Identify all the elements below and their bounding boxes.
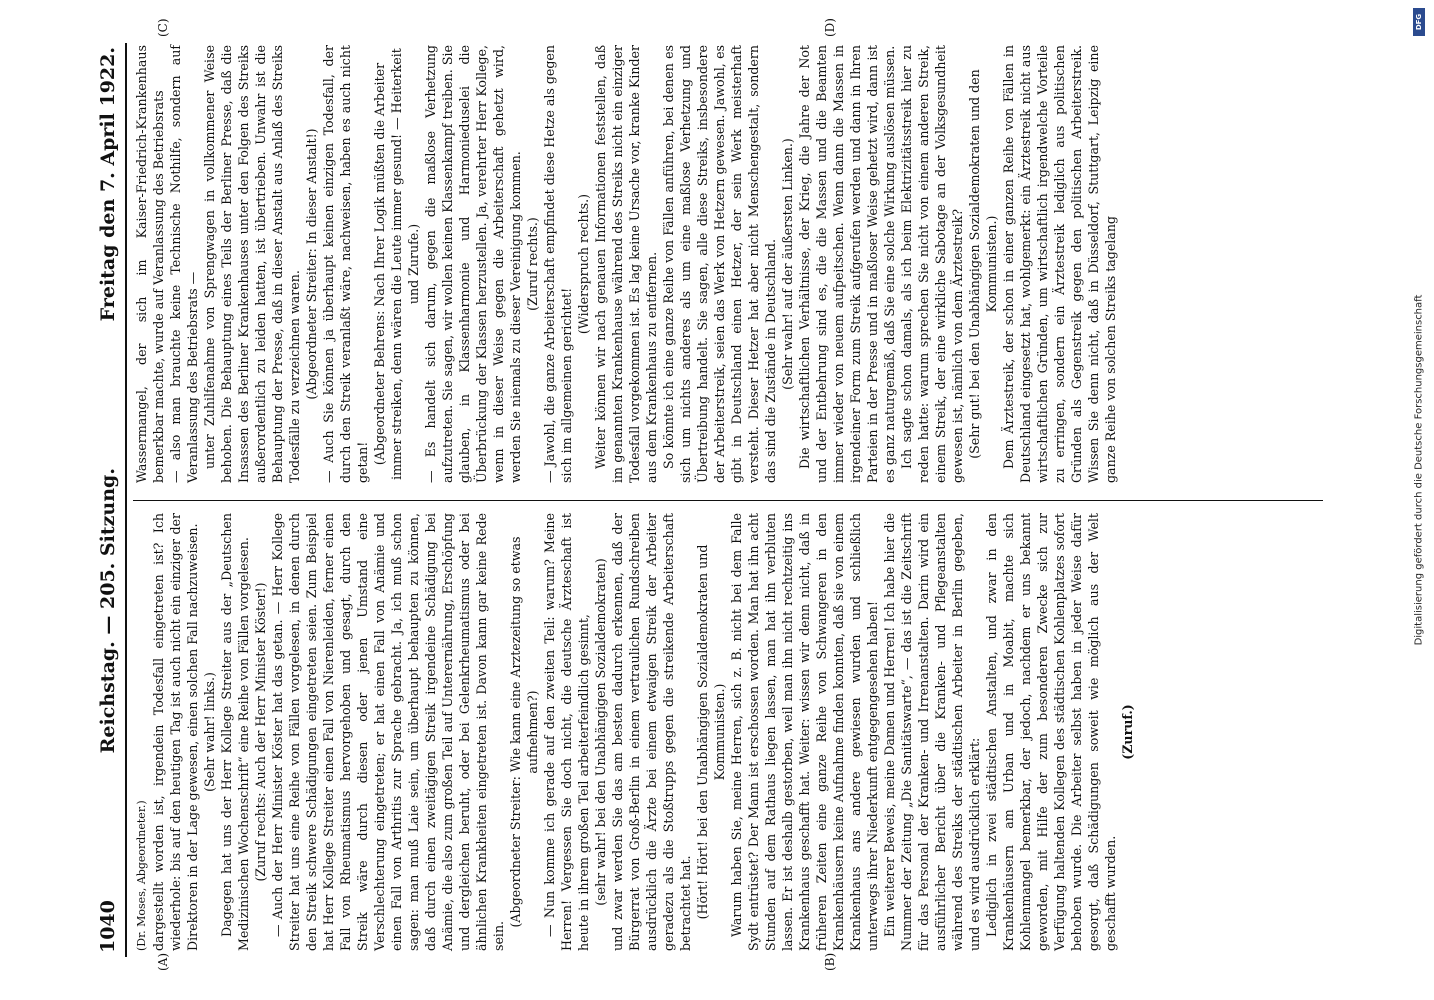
paragraph: Dem Ärztestreik, der schon in einer ganzen Reihe von Fällen in Deutschland eingesetzt hat, wohlgemerkt: ein Ärztestreik nicht aus wirtschaftlichen Gründen, um wirtschaftlich irgendwelche Vorteile zu erringen, sondern ein Ärztestreik lediglich aus politischen Gründen als Gegenstreik gegen den politischen Arbeiterstreik. Wissen Sie denn nicht, daß in Düsseldorf, Stuttgart, Leipzig eine ganze Reihe von solchen Streiks tagelang <box>1001 45 1118 483</box>
interjection: (Widerspruch rechts.) <box>576 193 591 335</box>
digitization-note <box>1404 0 1434 1000</box>
session-title: Reichstag. — 205. Sitzung. <box>96 468 119 754</box>
header-rule <box>125 43 127 957</box>
paragraph: und zwar werden Sie das am besten dadurch erkennen, daß der Bürgerrat von Groß-Berlin in einem vertraulichen Rundschreiben ausdrücklich die Ärzte bei einem etwaigen Streik der Arbeiter geradezu als die Stoßtrupps gegen die streikende Arbeiterschaft betrachtet hat. <box>610 513 693 951</box>
quoted-paragraph: unter Zuhilfenahme von Sprengwagen in vollkommener Weise behoben. Die Behauptung eines Teils der Berliner Presse, daß die Insassen des Berliner Krankenhauses unter den Folgen des Streiks außerordentlich zu leiden hatten, ist übertrieben. Unwahr ist die Behauptung der Presse, daß in dieser Anstalt aus Anlaß des Streiks Todesfälle zu verzeichnen waren. <box>202 45 302 483</box>
paragraph: So könnte ich eine ganze Reihe von Fällen anführen, bei denen es sich um nichts anderes als um eine maßlose Verhetzung und Übertreibung handelt. Sie sagen, alle diese Streiks, insbesondere der Arbeiterstreik, seien das Werk von Hetzern gewesen. Jawohl, es gibt in Deutschland einen Hetzer, der sein Werk meisterhaft versteht. Dieser Hetzer hat aber nicht Menschengestalt, sondern das sind die Zustände in Deutschland. <box>661 45 778 483</box>
interjection: (Sehr wahr! links.) <box>202 672 217 792</box>
quoted-paragraph: Lediglich in zwei städtischen Anstalten, und zwar in den Krankenhäusern am Urban und in Moabit, machte sich Kohlenmangel bemerkbar, der jedoch, nachdem er uns bekannt geworden, mit Hilfe der zum besonderen Zwecke sich zur Verfügung haltenden Kollegen des städtischen Kohlenplatzes sofort behoben wurde. Die Arbeiter selbst haben in jeder Weise dafür gesorgt, daß Schädigungen soweit wie möglich aus der Welt geschafft wurden. <box>984 513 1118 951</box>
margin-marker-c: (C) <box>156 18 170 37</box>
paragraph: — Auch Sie können ja überhaupt keinen einzigen Todesfall, der durch den Streik veranlaßt wäre, nachweisen, haben es auch nicht getan! <box>321 45 370 483</box>
quoted-paragraph: Wassermangel, der sich im Kaiser-Friedrich-Krankenhaus bemerkbar machte, wurde auf Veranlassung des Betriebsrats <box>134 45 166 483</box>
interjection: (Sehr gut! bei den Unabhängigen Sozialdemokraten und den Kommunisten.) <box>967 69 999 459</box>
paragraph: — Auch der Herr Minister Köster hat das getan. — Herr Kollege Streiter hat uns eine Reihe von Fällen vorgelesen, in denen durch den Streik schwere Schädigungen eingetreten seien. Zum Beispiel hat Herr Kollege Streiter einen Fall von Nierenleiden, ferner einen Fall von Rheumatismus hervorgehoben und gesagt, durch den Streik wäre durch diesen oder jenen Umstand eine Verschlechterung eingetreten; er hat einen Fall von Anämie und einen Fall von Arthritis zur Sprache gebracht. Ja, ich muß schon sagen: man muß Laie sein, um überhaupt behaupten zu können, daß durch einen zweitägigen Streik irgendeine Schädigung bei Anämie, die also zum großen Teil auf Unterernährung, Erschöpfung und dergleichen beruht, oder bei Gelenkrheumatismus oder bei ähnlichen Krankheiten eingetreten ist. Davon kann gar keine Rede sein. <box>270 513 506 951</box>
paragraph: — Es handelt sich darum, gegen die maßlose Verhetzung aufzutreten. Sie sagen, wir wollen keinen Klassenkampf treiben. Sie glauben, in Klassenharmonie und Harmonieduselei die Überbrückung der Klassen herzustellen. Ja, verehrter Herr Kollege, wenn in dieser Weise gegen die Arbeiterschaft gehetzt wird, werden Sie niemals zu dieser Vereinigung kommen. <box>423 45 523 483</box>
paragraph: Dagegen hat uns der Herr Kollege Streiter aus der „Deutschen Medizinischen Wochenschrift“ eine Reihe von Fällen vorgelesen. <box>219 513 251 951</box>
interjection: (Hört! Hört! bei den Unabhängigen Sozialdemokraten und Kommunisten.) <box>695 544 727 920</box>
column-divider <box>133 500 1323 501</box>
interjection: (Abgeordneter Behrens: Nach Ihrer Logik müßten die Arbeiter immer streiken, denn wären die Leute immer gesund! — Heiterkeit und Zurufe.) <box>372 48 421 480</box>
interjection: (Abgeordneter Streiter: Wie kann eine Arztezeitung so etwas aufnehmen?) <box>508 536 540 928</box>
document-page <box>87 18 1357 975</box>
interjection: (Zuruf rechts.) <box>525 217 540 311</box>
interjection: (sehr wahr! bei den Unabhängigen Sozialdemokraten) <box>593 558 608 906</box>
interjection: (Sehr wahr! auf der äußersten Linken.) <box>780 138 795 390</box>
dfg-logo-text: DFG <box>1415 13 1423 31</box>
speaker-line: (Dr. Moses, Abgeordneter.) <box>135 800 148 951</box>
paragraph: Ein weiterer Beweis, meine Damen und Herren! Ich habe hier die Nummer der Zeitung „Die Sanitätswarte“, — das ist die Zeitschrift für das Personal der Kranken- und Irrenanstalten. Darin wird ein ausführlicher Bericht über die Kranken- und Pflegeanstalten während des Streiks der städtischen Arbeiter in Berlin gegeben, und es wird ausdrücklich erklärt: <box>882 513 982 951</box>
left-column <box>133 513 1136 951</box>
margin-marker-d: (D) <box>823 18 837 37</box>
paragraph: — Jawohl, die ganze Arbeiterschaft empfindet diese Hetze als gegen sich im allgemeinen gerichtet! <box>542 45 574 483</box>
funding-note-text: Digitalisierung gefördert durch die Deutsche Forschungsgemeinschaft <box>1413 294 1425 646</box>
paragraph: Warum haben Sie, meine Herren, sich z. B. nicht bei dem Falle Sydt entrüstet? Der Mann ist erschossen worden. Man hat ihn acht Stunden auf dem Rathaus liegen lassen, man hat ihn verbluten lassen. Er ist deshalb gestorben, weil man ihn nicht rechtzeitig ins Krankenhaus geschafft hat. Weiter: wissen wir denn nicht, daß in früheren Zeiten eine ganze Reihe von Schwangeren in den Krankenhäusern keine Aufnahme finden konnten, daß sie von einem Krankenhaus ans andere gewiesen wurden und schließlich unterwegs ihrer Niederkunft entgegengesehen haben! <box>729 513 880 951</box>
interjection: (Zuruf rechts: Auch der Herr Minister Köster!) <box>253 582 268 882</box>
paragraph: Ich sagte schon damals, als ich beim Elektrizitätsstreik hier zu reden hatte: warum sprechen Sie nicht von einem anderen Streik, einem Streik, der eine wirkliche Sabotage an der Volksgesundheit gewesen ist, nämlich von dem Ärztestreik? <box>899 45 965 483</box>
page-number: 1040 <box>96 900 119 953</box>
paragraph: Weiter können wir nach genauen Informationen feststellen, daß im genannten Krankenhause während des Streiks nicht ein einziger Todesfall vorgekommen ist. Es lag keine Ursache vor, kranke Kinder aus dem Krankenhaus zu entfernen. <box>593 45 659 483</box>
interjection: (Zuruf.) <box>1120 704 1135 760</box>
right-column <box>133 45 1119 483</box>
page-header <box>95 47 121 953</box>
session-date: Freitag den 7. April 1922. <box>96 47 119 322</box>
margin-marker-b: (B) <box>823 952 837 971</box>
paragraph: — Nun komme ich gerade auf den zweiten Teil: warum? Meine Herren! Vergessen Sie doch nicht, die deutsche Ärzteschaft ist heute in ihrem großen Teil arbeiterfeindlich gesinnt, <box>542 513 591 951</box>
margin-marker-a: (A) <box>156 952 170 971</box>
dfg-logo <box>1413 8 1425 36</box>
interjection: (Abgeordneter Streiter: In dieser Anstalt!) <box>304 128 319 400</box>
paragraph: — also man brauchte keine Technische Nothilfe, sondern auf Veranlassung des Betriebsrats — <box>168 45 200 483</box>
paragraph: Die wirtschaftlichen Verhältnisse, der Krieg, die Jahre der Not und der Entbehrung sind es, die die Massen und die Beamten immer wieder von neuem aufpeitschen. Wenn dann die Massen in irgendeiner Form zum Streik aufgerufen werden und dann in Ihren Parteien in der Presse und in maßloser Weise gehetzt wird, dann ist es ganz naturgemäß, daß Sie eine solche Wirkung auslösen müssen. <box>797 45 897 483</box>
paragraph: dargestellt worden ist, irgendein Todesfall eingetreten ist? Ich wiederhole: bis auf den heutigen Tag ist auch nicht ein einziger der Direktoren in der Lage gewesen, einen solchen Fall nachzuweisen. <box>151 513 200 951</box>
